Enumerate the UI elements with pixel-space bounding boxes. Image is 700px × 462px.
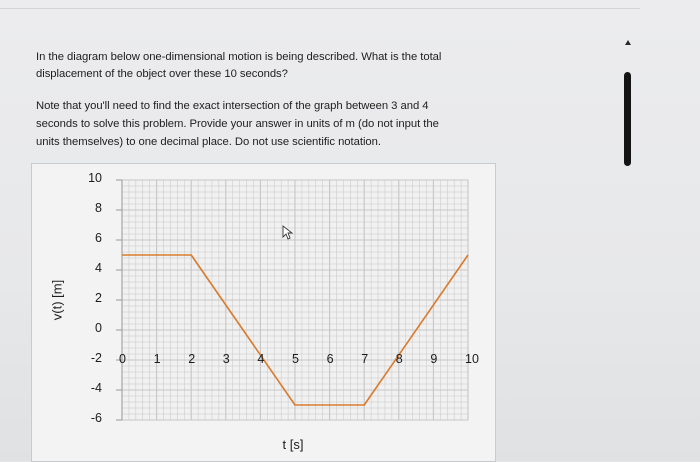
y-tick-label: 10 xyxy=(88,171,102,185)
note-line-3: units themselves) to one decimal place. Do not use scientific notation. xyxy=(36,136,381,148)
y-tick-label: 6 xyxy=(95,231,102,245)
grid-lines xyxy=(122,180,468,420)
x-tick-label: 1 xyxy=(153,352,161,366)
x-tick-label: 6 xyxy=(326,352,334,366)
question-line-1: In the diagram below one-dimensional motion is being described. What is the total xyxy=(36,51,442,63)
note-line-2: seconds to solve this problem. Provide your answer in units of m (do not input the xyxy=(36,118,439,130)
axes xyxy=(116,180,122,420)
x-tick-label: 3 xyxy=(222,352,230,366)
x-axis-label: t [s] xyxy=(282,437,304,452)
x-tick-label: 0 xyxy=(119,352,126,366)
x-tick-label: 9 xyxy=(430,352,438,366)
x-tick-label: 2 xyxy=(188,352,196,366)
y-tick-label: 8 xyxy=(95,201,102,215)
x-tick-label: 7 xyxy=(361,352,369,366)
y-tick-label: 0 xyxy=(95,321,102,335)
y-tick-label: -2 xyxy=(90,351,102,365)
x-tick-label: 8 xyxy=(395,352,403,366)
y-tick-label: -6 xyxy=(90,411,102,425)
x-tick-label: 4 xyxy=(257,352,265,366)
y-tick-label: -4 xyxy=(90,381,102,395)
y-tick-label: 4 xyxy=(95,261,102,275)
note-line-1: Note that you'll need to find the exact intersection of the graph between 3 and 4 xyxy=(36,100,429,112)
scrollbar-thumb[interactable] xyxy=(624,72,631,166)
y-axis-label: v(t) [m] xyxy=(49,279,65,321)
x-tick-label: 10 xyxy=(465,352,479,366)
x-tick-label: 5 xyxy=(292,352,299,366)
y-tick-label: 2 xyxy=(95,291,102,305)
scroll-up-arrow-icon[interactable] xyxy=(625,40,631,45)
question-line-2: displacement of the object over these 10 seconds? xyxy=(36,68,288,80)
